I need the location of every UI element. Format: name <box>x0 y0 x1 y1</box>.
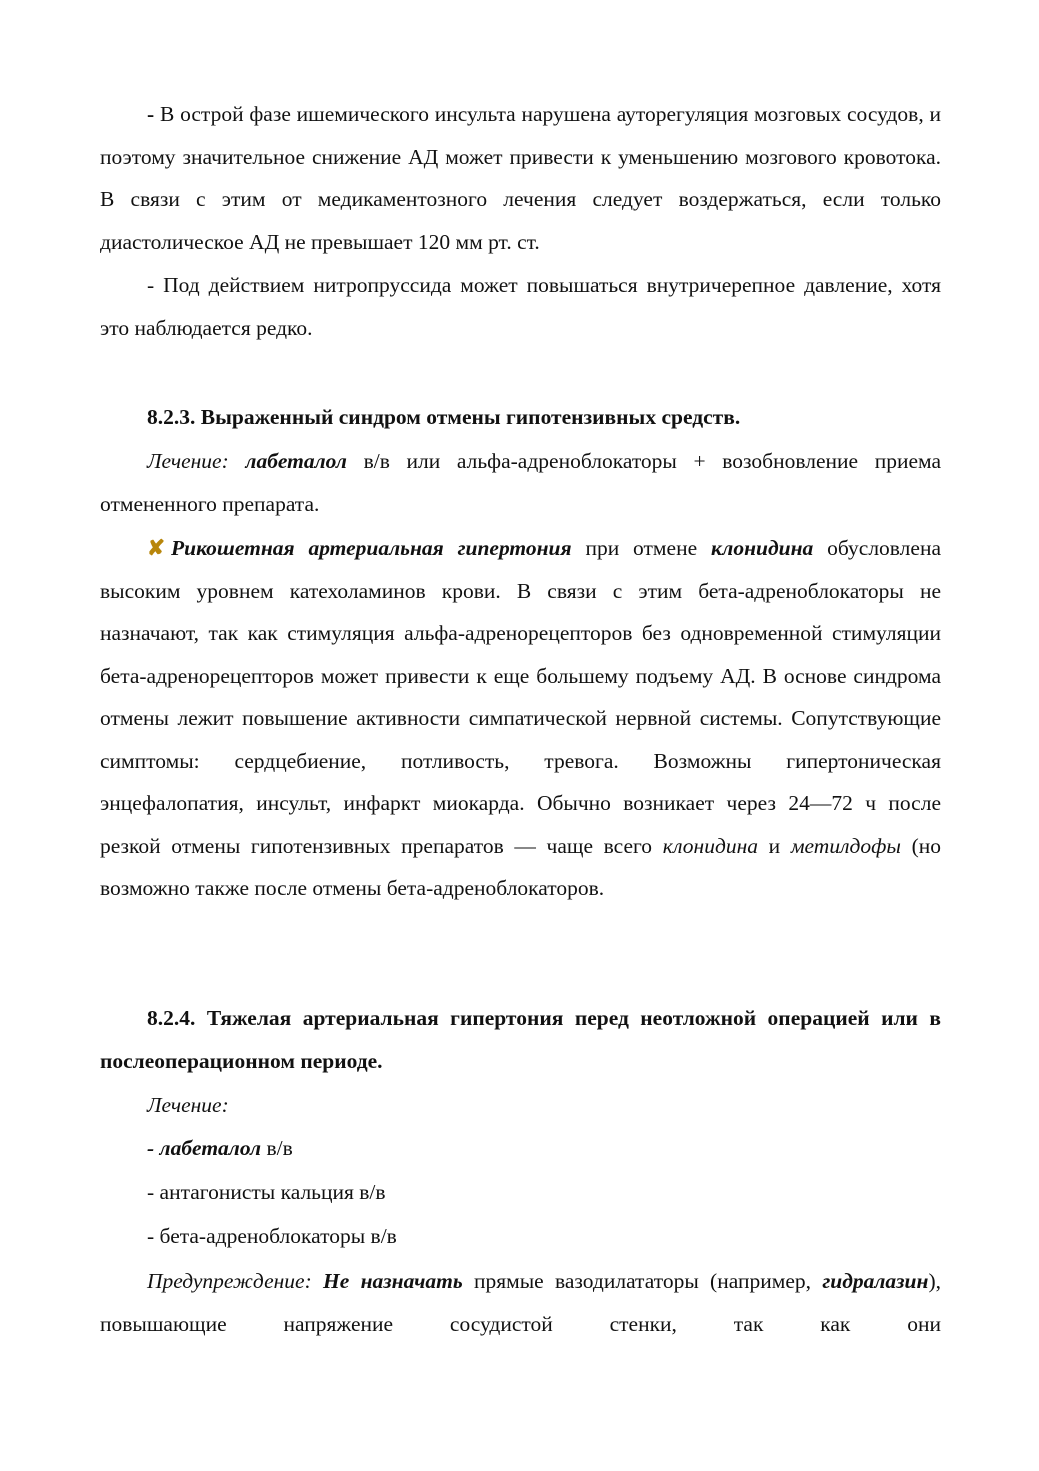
section-heading-8-2-4: 8.2.4. Тяжелая артериальная гипертония перед неотложной операцией или в послеоперационном периоде. <box>100 1006 941 1073</box>
paragraph-ischemic-stroke <box>100 93 941 263</box>
paragraph-text: прямые вазодилататоры (например, <box>462 1269 823 1293</box>
paragraph-text: В острой фазе ишемического инсульта нарушена ауторегуляция мозговых сосудов, и поэтому значительное снижение АД может привести к уменьшению мозгового кровотока. В связи с этим от медикаментозного лечения следует воздержаться, если только диастолическое АД не превышает 120 мм рт. ст. <box>100 102 941 254</box>
paragraph-text: при отмене <box>571 536 711 560</box>
paragraph-text: в/в или альфа-адреноблокаторы + возобновление приема отмененного препарата. <box>100 449 942 516</box>
dash-marker: - <box>147 1136 160 1160</box>
drug-name: клонидина <box>710 536 814 560</box>
warning-label: Предупреждение: <box>147 1269 312 1293</box>
section-heading-8-2-3: 8.2.3. Выраженный синдром отмены гипотензивных средств. <box>147 405 741 429</box>
drug-name: гидралазин <box>822 1269 929 1293</box>
treatment-label: Лечение: <box>147 449 229 473</box>
paragraph-text: (но возможно также после отмены бета-адреноблокаторов. <box>100 833 941 900</box>
x-mark-icon: ✘ <box>147 536 166 560</box>
warning-term: Рикошетная артериальная гипертония <box>171 536 572 560</box>
paragraph-text: - Под действием нитропруссида может повышаться внутричерепное давление, хотя это наблюдается редко. <box>100 273 941 340</box>
list-item: - бета-адреноблокаторы в/в <box>147 1224 397 1248</box>
list-item-text: в/в <box>261 1136 293 1160</box>
drug-name: лабеталол <box>159 1136 262 1160</box>
drug-name: клонидина <box>662 833 759 858</box>
list-item <box>147 1127 293 1170</box>
paragraph-nitroprusside <box>100 264 941 349</box>
drug-name: лабеталол <box>245 449 347 473</box>
paragraph-text: обусловлена высоким уровнем катехоламинов крови. В связи с этим бета-адреноблокаторы не назначают, так как стимуляция альфа-адренорецепторов без одновременной стимуляции бета-адренорецепторов может привести к еще большему подъему АД. В основе синдрома отмены лежит повышение активности симпатической нервной системы. Сопутствующие симптомы: сердцебиение, потливость, тревога. Возможны гипертоническая энцефалопатия, инсульт, инфаркт миокарда. Обычно возникает через 24—72 ч после резкой отмены гипотензивных препаратов — чаще всего <box>100 536 941 858</box>
paragraph-text: и <box>758 833 791 858</box>
space <box>312 1269 323 1293</box>
list-item: - антагонисты кальция в/в <box>147 1180 386 1204</box>
warning-emphasis: Не назначать <box>323 1269 463 1293</box>
treatment-label: Лечение: <box>147 1093 229 1117</box>
paragraph-treatment-8-2-3 <box>100 440 941 525</box>
drug-name: метилдофы <box>790 833 901 858</box>
paragraph-warning <box>100 1260 941 1345</box>
paragraph-text: ), повышающие напряжение сосудистой стенки, так как они <box>100 1269 941 1336</box>
paragraph-rebound-hypertension <box>100 527 941 910</box>
dash-marker: - <box>147 102 155 126</box>
